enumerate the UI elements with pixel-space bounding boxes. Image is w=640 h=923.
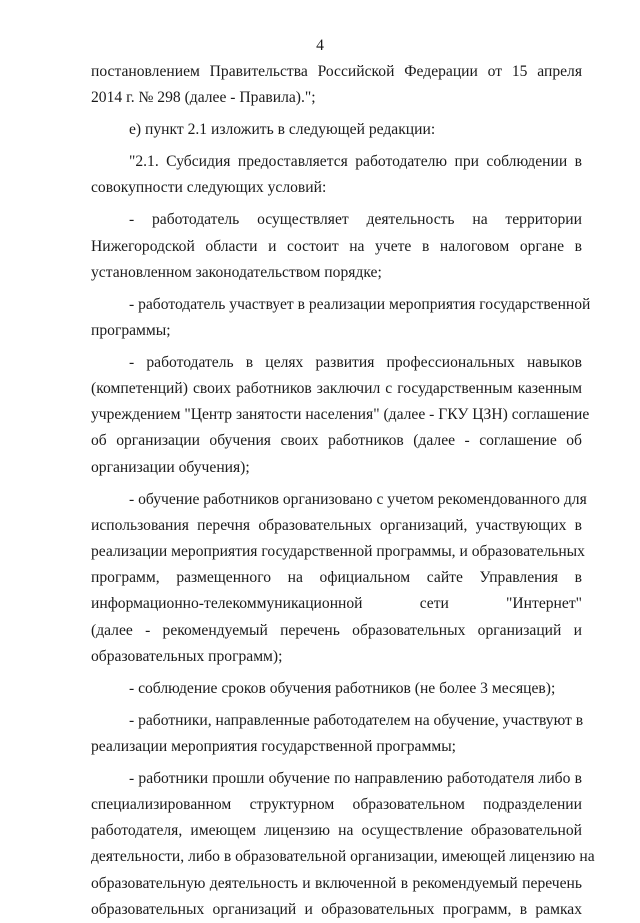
text-line: образовательных программ); (91, 647, 283, 665)
text-line: информационно-телекоммуникационной сети "Интернет" (91, 595, 582, 613)
text-line: - работники, направленные работодателем на обучение, участвуют в (129, 711, 584, 729)
text-line: совокупности следующих условий: (91, 179, 327, 197)
text-line: постановлением Правительства Российской Федерации от 15 апреля (91, 63, 582, 80)
text-line: - работодатель осуществляет деятельность на территории (129, 211, 582, 229)
text-line: 2014 г. № 298 (далее - Правила)."; (91, 89, 316, 107)
paragraph (91, 207, 582, 286)
text-line: образовательную деятельность и включенной в рекомендуемый перечень (91, 874, 582, 892)
text-line: "2.1. Субсидия предоставляется работодателю при соблюдении в (129, 153, 582, 171)
paragraph (91, 766, 595, 923)
text-line: программ, размещенного на официальном сайте Управления в (91, 569, 582, 587)
text-line: об организации обучения своих работников (далее - соглашение об (91, 432, 582, 450)
paragraph (91, 708, 582, 760)
text-line: установленном законодательством порядке; (91, 263, 382, 281)
paragraph (91, 676, 582, 702)
text-line: - работодатель в целях развития профессиональных навыков (129, 353, 582, 371)
text-line: программы; (91, 321, 171, 339)
paragraph (91, 59, 582, 111)
text-line: деятельности, либо в образовательной организации, имеющей лицензию на (91, 848, 595, 866)
text-line: - работники прошли обучение по направлению работодателя либо в (129, 769, 582, 787)
text-line: Нижегородской области и состоит на учете в налоговом органе в (91, 237, 582, 255)
document-body (91, 59, 595, 923)
paragraph (91, 292, 591, 344)
text-line: работодателя, имеющем лицензию на осуществление образовательной (91, 822, 582, 840)
text-line: организации обучения); (91, 458, 250, 476)
text-line: специализированном структурном образовательном подразделении (91, 796, 582, 814)
paragraph (91, 487, 587, 670)
text-line: - обучение работников организовано с учетом рекомендованного для (129, 490, 587, 508)
text-line: - работодатель участвует в реализации мероприятия государственной (129, 295, 591, 313)
text-line: реализации мероприятия государственной программы; (91, 737, 457, 755)
paragraph (91, 117, 582, 143)
paragraph (91, 149, 582, 201)
text-line: е) пункт 2.1 изложить в следующей редакции: (129, 121, 436, 139)
paragraph (91, 350, 590, 481)
text-line: (далее - рекомендуемый перечень образовательных организаций и (91, 621, 582, 639)
text-line: реализации мероприятия государственной программы, и образовательных (91, 542, 585, 560)
page-number: 4 (316, 37, 324, 54)
text-line: - соблюдение сроков обучения работников (не более 3 месяцев); (129, 679, 556, 697)
text-line: образовательных организаций и образовательных программ, в рамках (91, 900, 582, 918)
text-line: учреждением "Центр занятости населения" (далее - ГКУ ЦЗН) соглашение (91, 406, 590, 424)
text-line: использования перечня образовательных организаций, участвующих в (91, 516, 582, 534)
text-line: (компетенций) своих работников заключил с государственным казенным (91, 380, 582, 398)
